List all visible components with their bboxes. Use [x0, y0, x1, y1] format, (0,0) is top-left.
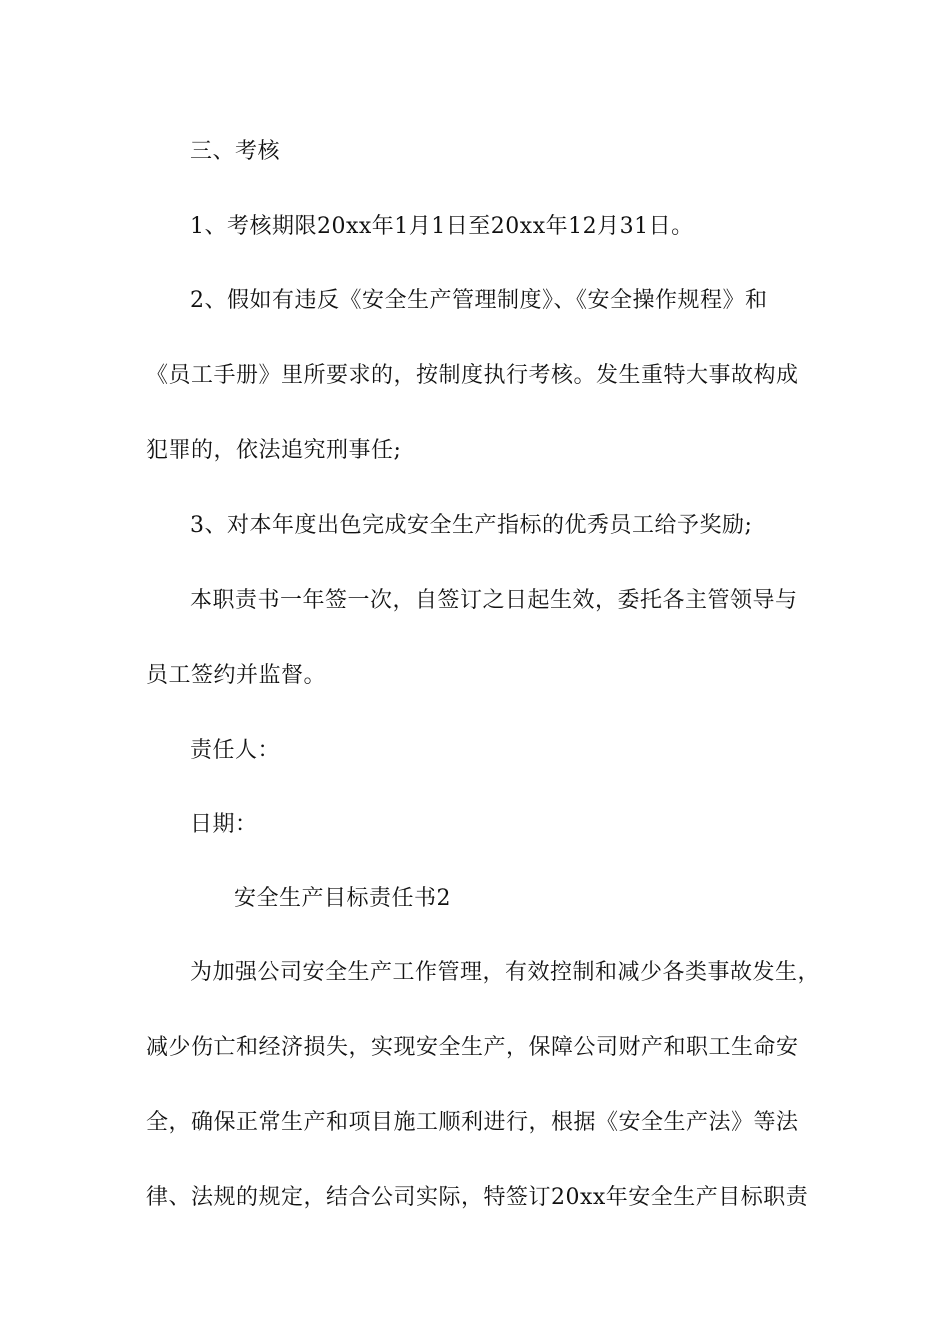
paragraph-line: 1、考核期限20xx年1月1日至20xx年12月31日。 [190, 214, 694, 239]
paragraph-line: 《员工手册》里所要求的，按制度执行考核。发生重特大事故构成 [146, 363, 799, 388]
paragraph-line: 犯罪的，依法追究刑事任; [146, 438, 402, 463]
document-title: 安全生产目标责任书2 [234, 886, 451, 911]
paragraph-line: 3、对本年度出色完成安全生产指标的优秀员工给予奖励; [190, 513, 753, 538]
date-label: 日期： [190, 812, 258, 837]
paragraph-line: 全，确保正常生产和项目施工顺利进行，根据《安全生产法》等法 [146, 1110, 799, 1135]
paragraph-line: 本职责书一年签一次，自签订之日起生效，委托各主管领导与 [190, 588, 798, 613]
paragraph-line: 减少伤亡和经济损失，实现安全生产，保障公司财产和职工生命安 [146, 1035, 799, 1060]
section-heading-assessment: 三、考核 [190, 139, 281, 164]
signature-label: 责任人： [190, 738, 281, 763]
paragraph-line: 为加强公司安全生产工作管理，有效控制和减少各类事故发生， [190, 960, 821, 985]
paragraph-line: 员工签约并监督。 [146, 663, 327, 688]
paragraph-line: 2、假如有违反《安全生产管理制度》、《安全操作规程》和 [190, 288, 768, 313]
paragraph-line: 律、法规的规定，结合公司实际，特签订20xx年安全生产目标职责 [146, 1185, 809, 1210]
